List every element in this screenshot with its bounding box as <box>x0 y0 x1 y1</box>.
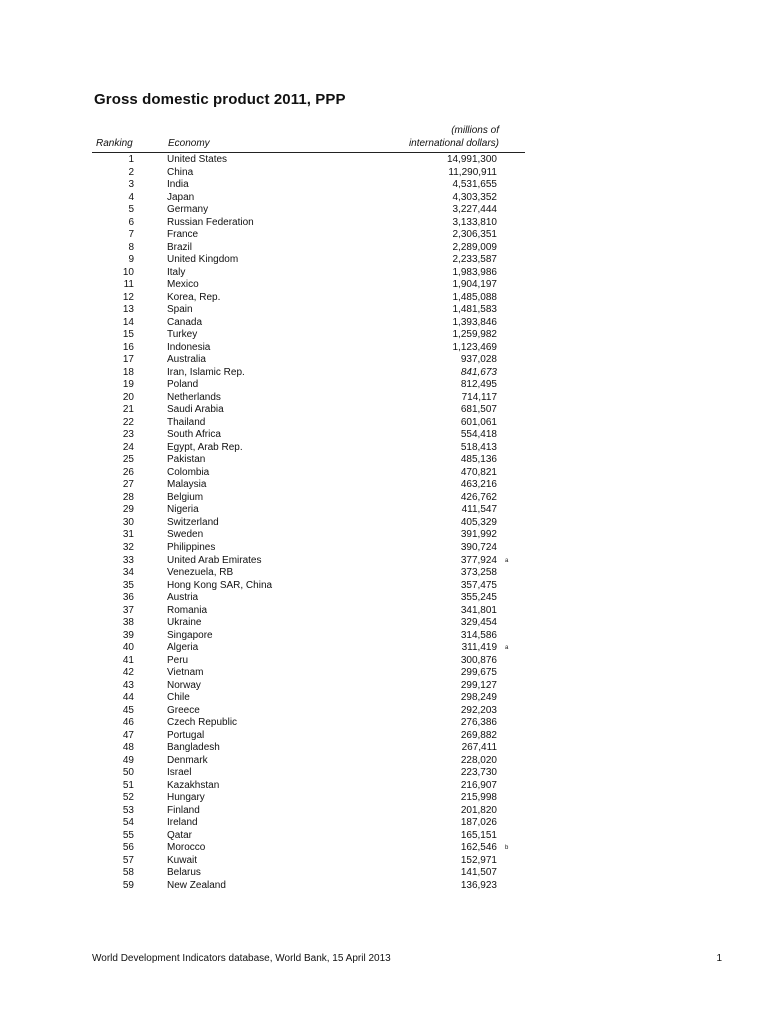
table-row <box>0 742 768 755</box>
row-economy: Ireland <box>167 817 198 829</box>
row-value: 162,546 <box>460 842 497 854</box>
table-row <box>0 504 768 517</box>
table-row <box>0 667 768 680</box>
row-value: 405,329 <box>460 516 497 528</box>
row-economy: Switzerland <box>167 516 219 528</box>
row-ranking: 22 <box>122 416 134 428</box>
row-value: 299,127 <box>460 679 497 691</box>
row-ranking: 5 <box>128 204 134 216</box>
row-value: 136,923 <box>460 879 497 891</box>
table-row <box>0 379 768 392</box>
row-value: 411,547 <box>461 504 497 516</box>
row-value: 269,882 <box>460 729 497 741</box>
row-ranking: 33 <box>122 554 134 566</box>
table-row <box>0 417 768 430</box>
table-row <box>0 517 768 530</box>
row-economy: Romania <box>167 604 208 616</box>
column-header-value <box>409 124 499 150</box>
row-economy: Pakistan <box>167 454 206 466</box>
row-value: 223,730 <box>460 767 497 779</box>
row-economy: Korea, Rep. <box>167 291 221 303</box>
row-value: 314,586 <box>460 629 497 641</box>
table-row <box>0 880 768 893</box>
table-row <box>0 392 768 405</box>
row-economy: Ukraine <box>167 617 202 629</box>
column-header-value-line2: international dollars) <box>408 138 499 149</box>
row-economy: Germany <box>167 204 209 216</box>
row-value: 841,673 <box>460 366 497 378</box>
table-row <box>0 780 768 793</box>
table-row <box>0 329 768 342</box>
row-ranking: 58 <box>122 867 134 879</box>
row-economy: Norway <box>167 679 201 691</box>
row-economy: Mexico <box>167 279 199 291</box>
table-row <box>0 292 768 305</box>
row-value: 2,233,587 <box>452 254 497 266</box>
row-economy: Greece <box>167 704 200 716</box>
row-economy: Bangladesh <box>167 742 220 754</box>
row-ranking: 18 <box>122 366 134 378</box>
row-economy: Finland <box>167 804 200 816</box>
row-value: 1,123,469 <box>452 341 497 353</box>
row-economy: Saudi Arabia <box>167 404 224 416</box>
row-value: 554,418 <box>460 429 497 441</box>
row-ranking: 24 <box>122 441 134 453</box>
row-economy: Israel <box>167 767 192 779</box>
row-ranking: 13 <box>122 304 134 316</box>
row-value: 377,924 <box>460 554 497 566</box>
table-row <box>0 367 768 380</box>
row-value: 341,801 <box>460 604 497 616</box>
row-economy: Poland <box>167 379 199 391</box>
row-ranking: 57 <box>122 854 134 866</box>
row-economy: Czech Republic <box>167 717 238 729</box>
row-ranking: 42 <box>122 667 134 679</box>
row-ranking: 28 <box>122 491 134 503</box>
row-ranking: 34 <box>122 567 134 579</box>
table-row <box>0 680 768 693</box>
row-ranking: 47 <box>122 729 134 741</box>
row-economy: Singapore <box>167 629 213 641</box>
row-economy: Iran, Islamic Rep. <box>167 366 245 378</box>
row-economy: Japan <box>167 191 195 203</box>
row-economy: Egypt, Arab Rep. <box>167 441 243 453</box>
row-economy: Indonesia <box>167 341 211 353</box>
row-ranking: 19 <box>122 379 134 391</box>
table-row <box>0 179 768 192</box>
table-row <box>0 267 768 280</box>
page-number: 1 <box>716 953 722 964</box>
table-row <box>0 304 768 317</box>
row-value: 373,258 <box>460 567 497 579</box>
row-economy: Sweden <box>167 529 204 541</box>
table-row <box>0 442 768 455</box>
table-row <box>0 692 768 705</box>
row-economy: Spain <box>167 304 193 316</box>
row-economy: Portugal <box>167 729 205 741</box>
row-ranking: 11 <box>123 279 134 291</box>
row-value: 298,249 <box>460 692 497 704</box>
row-footnote-marker: a <box>505 645 509 652</box>
column-header-ranking: Ranking <box>96 138 133 149</box>
row-economy: Vietnam <box>167 667 204 679</box>
row-ranking: 1 <box>128 154 134 165</box>
row-economy: Hungary <box>167 792 205 804</box>
table-row <box>0 792 768 805</box>
row-economy: Venezuela, RB <box>167 567 234 579</box>
row-economy: Belgium <box>167 491 204 503</box>
row-value: 299,675 <box>460 667 497 679</box>
row-economy: France <box>167 229 199 241</box>
table-row <box>0 242 768 255</box>
row-economy: United Kingdom <box>167 254 239 266</box>
row-ranking: 3 <box>128 179 134 191</box>
row-value: 1,983,986 <box>452 266 497 278</box>
row-ranking: 29 <box>122 504 134 516</box>
row-economy: Netherlands <box>167 391 221 403</box>
table-row <box>0 567 768 580</box>
table-row <box>0 429 768 442</box>
row-ranking: 52 <box>122 792 134 804</box>
row-value: 3,227,444 <box>452 204 497 216</box>
row-ranking: 23 <box>122 429 134 441</box>
table-row <box>0 479 768 492</box>
row-value: 390,724 <box>460 541 497 553</box>
row-economy: Chile <box>167 692 190 704</box>
row-economy: Russian Federation <box>167 216 254 228</box>
row-value: 292,203 <box>460 704 497 716</box>
row-economy: Austria <box>167 592 199 604</box>
row-value: 4,531,655 <box>452 179 497 191</box>
row-ranking: 12 <box>122 291 134 303</box>
row-value: 1,904,197 <box>452 279 497 291</box>
row-footnote-marker: a <box>505 557 509 564</box>
table-row <box>0 555 768 568</box>
row-value: 357,475 <box>460 579 497 591</box>
table-row <box>0 730 768 743</box>
row-ranking: 45 <box>122 704 134 716</box>
row-value: 228,020 <box>460 754 497 766</box>
row-value: 152,971 <box>460 854 497 866</box>
row-ranking: 49 <box>122 754 134 766</box>
row-value: 2,289,009 <box>452 241 497 253</box>
row-ranking: 44 <box>122 692 134 704</box>
row-ranking: 55 <box>122 829 134 841</box>
row-economy: Nigeria <box>167 504 199 516</box>
row-economy: Kazakhstan <box>167 779 220 791</box>
row-ranking: 56 <box>122 842 134 854</box>
row-economy: Algeria <box>167 642 199 654</box>
row-ranking: 32 <box>122 541 134 553</box>
row-ranking: 2 <box>128 166 134 178</box>
table-row <box>0 154 768 167</box>
row-ranking: 27 <box>122 479 134 491</box>
row-value: 681,507 <box>460 404 497 416</box>
table-row <box>0 217 768 230</box>
row-value: 601,061 <box>460 416 497 428</box>
row-value: 165,151 <box>460 829 497 841</box>
row-value: 355,245 <box>460 592 497 604</box>
table-row <box>0 192 768 205</box>
table-row <box>0 842 768 855</box>
row-economy: Italy <box>167 266 186 278</box>
row-economy: Turkey <box>167 329 198 341</box>
table-row <box>0 354 768 367</box>
row-value: 4,303,352 <box>452 191 497 203</box>
row-footnote-marker: b <box>505 845 509 852</box>
column-header-economy: Economy <box>168 138 210 149</box>
row-ranking: 41 <box>122 654 134 666</box>
table-row <box>0 204 768 217</box>
table-row <box>0 404 768 417</box>
row-value: 1,481,583 <box>452 304 497 316</box>
row-economy: Kuwait <box>167 854 198 866</box>
row-economy: Australia <box>167 354 206 366</box>
row-ranking: 53 <box>122 804 134 816</box>
row-ranking: 8 <box>128 241 134 253</box>
table-row <box>0 454 768 467</box>
row-value: 215,998 <box>460 792 497 804</box>
table-row <box>0 767 768 780</box>
row-value: 14,991,300 <box>446 154 497 165</box>
table-row <box>0 279 768 292</box>
table-row <box>0 755 768 768</box>
row-ranking: 35 <box>122 579 134 591</box>
row-value: 329,454 <box>460 617 497 629</box>
row-economy: Hong Kong SAR, China <box>167 579 273 591</box>
table-row <box>0 605 768 618</box>
table-row <box>0 167 768 180</box>
row-ranking: 40 <box>122 642 134 654</box>
row-economy: New Zealand <box>167 879 226 891</box>
table-row <box>0 630 768 643</box>
row-ranking: 43 <box>122 679 134 691</box>
table-row <box>0 317 768 330</box>
row-value: 812,495 <box>460 379 497 391</box>
row-ranking: 9 <box>128 254 134 266</box>
row-ranking: 16 <box>122 341 134 353</box>
table-row <box>0 542 768 555</box>
row-value: 187,026 <box>460 817 497 829</box>
row-ranking: 30 <box>122 516 134 528</box>
table-row <box>0 529 768 542</box>
footer-source: World Development Indicators database, World Bank, 15 April 2013 <box>92 953 391 964</box>
row-economy: Belarus <box>167 867 201 879</box>
row-ranking: 17 <box>122 354 134 366</box>
row-value: 714,117 <box>461 391 497 403</box>
row-ranking: 14 <box>122 316 134 328</box>
table-row <box>0 642 768 655</box>
page-title: Gross domestic product 2011, PPP <box>94 91 346 108</box>
row-ranking: 4 <box>128 191 134 203</box>
table-row <box>0 254 768 267</box>
row-value: 311,419 <box>461 642 497 654</box>
row-ranking: 36 <box>122 592 134 604</box>
row-value: 518,413 <box>460 441 497 453</box>
row-ranking: 31 <box>122 529 134 541</box>
row-economy: Philippines <box>167 541 216 553</box>
table-row <box>0 817 768 830</box>
row-ranking: 38 <box>122 617 134 629</box>
row-value: 1,259,982 <box>452 329 497 341</box>
gdp-table <box>0 154 768 892</box>
row-economy: Denmark <box>167 754 208 766</box>
row-economy: Malaysia <box>167 479 207 491</box>
table-row <box>0 342 768 355</box>
column-header-value-line1: (millions of <box>451 125 499 136</box>
table-row <box>0 717 768 730</box>
row-value: 485,136 <box>460 454 497 466</box>
row-economy: Canada <box>167 316 203 328</box>
row-ranking: 48 <box>122 742 134 754</box>
row-ranking: 25 <box>122 454 134 466</box>
table-row <box>0 867 768 880</box>
row-ranking: 15 <box>122 329 134 341</box>
table-row <box>0 805 768 818</box>
row-value: 2,306,351 <box>452 229 497 241</box>
row-value: 1,393,846 <box>452 316 497 328</box>
table-row <box>0 229 768 242</box>
header-rule <box>92 152 525 153</box>
table-row <box>0 830 768 843</box>
row-ranking: 59 <box>122 879 134 891</box>
row-value: 267,411 <box>461 742 497 754</box>
row-value: 276,386 <box>460 717 497 729</box>
row-value: 11,290,911 <box>448 166 497 178</box>
row-ranking: 54 <box>122 817 134 829</box>
row-value: 201,820 <box>460 804 497 816</box>
row-ranking: 20 <box>122 391 134 403</box>
row-ranking: 51 <box>122 779 134 791</box>
row-value: 426,762 <box>460 491 497 503</box>
row-ranking: 39 <box>122 629 134 641</box>
row-value: 1,485,088 <box>452 291 497 303</box>
row-economy: Qatar <box>167 829 193 841</box>
table-row <box>0 617 768 630</box>
row-ranking: 46 <box>122 717 134 729</box>
row-value: 300,876 <box>460 654 497 666</box>
table-row <box>0 580 768 593</box>
row-economy: United Arab Emirates <box>167 554 262 566</box>
row-economy: South Africa <box>167 429 221 441</box>
row-ranking: 50 <box>122 767 134 779</box>
table-row <box>0 467 768 480</box>
table-row <box>0 655 768 668</box>
row-economy: United States <box>167 154 228 165</box>
row-ranking: 7 <box>128 229 134 241</box>
table-row <box>0 855 768 868</box>
row-value: 141,507 <box>460 867 497 879</box>
row-ranking: 10 <box>122 266 134 278</box>
table-row <box>0 592 768 605</box>
table-row <box>0 705 768 718</box>
row-value: 216,907 <box>460 779 497 791</box>
row-value: 463,216 <box>460 479 497 491</box>
row-economy: Thailand <box>167 416 206 428</box>
row-economy: Colombia <box>167 466 210 478</box>
row-economy: China <box>167 166 194 178</box>
row-ranking: 6 <box>128 216 134 228</box>
row-value: 391,992 <box>460 529 497 541</box>
row-economy: Brazil <box>167 241 193 253</box>
row-value: 470,821 <box>460 466 497 478</box>
row-economy: Morocco <box>167 842 206 854</box>
row-value: 3,133,810 <box>452 216 497 228</box>
row-value: 937,028 <box>460 354 497 366</box>
row-ranking: 21 <box>122 404 134 416</box>
row-economy: Peru <box>167 654 189 666</box>
table-row <box>0 492 768 505</box>
row-ranking: 26 <box>122 466 134 478</box>
row-economy: India <box>167 179 189 191</box>
row-ranking: 37 <box>122 604 134 616</box>
